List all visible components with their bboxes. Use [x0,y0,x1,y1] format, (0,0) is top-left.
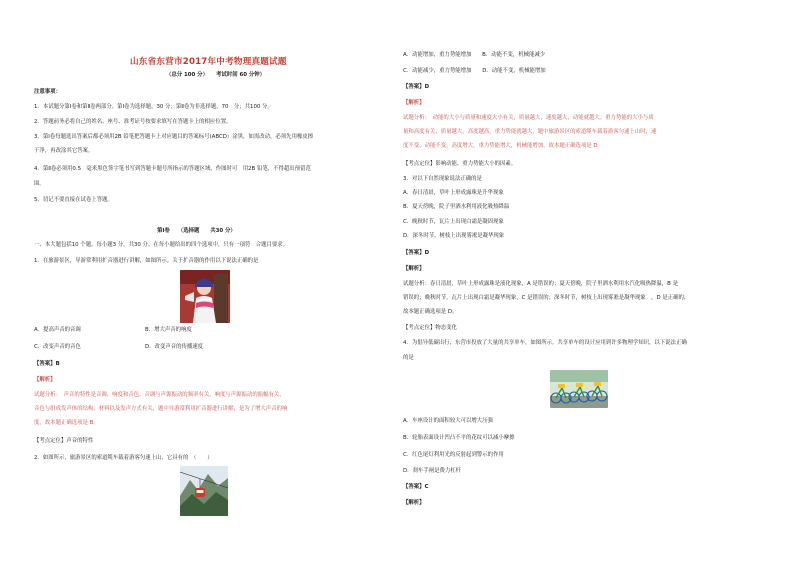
q2-answer: 【答案】D [403,84,430,90]
section-heading: 第Ⅰ卷 （选择题 共30 分） [157,228,236,234]
q1-analysis-label: 【解析】 [34,377,56,383]
note-item: 2．答题前务必将自己的姓名、座号、准考证号按要求填写在答题卡上的相应位置。 [34,119,232,125]
q1-option-b: B．增大声音的响度 [145,327,192,333]
note-item: 围。 [34,181,45,187]
q2-stem: 2．如图所示，旅游景区的索道缆车载着游客匀速上山，它具有的 （ ） [34,455,213,461]
q2-analysis-line: 度不变，动能不变，高度增大，重力势能增大，机械能增加，故本题正确选项是 D。 [403,143,603,149]
q1-tour-guide-photo [180,270,230,323]
q1-point: 【考点定位】声音的特性 [34,438,94,444]
q1-option-d: D．改变声音的传播速度 [145,344,204,350]
q1-stem: 1．在旅游景区，导游常利用扩音器进行讲解，如图所示。关于扩音器的作用以下说法正确的是 [34,258,259,264]
q4-stem-line: 4．为倡导低碳出行，东营市投放了大量的共享单车，如图所示。共享单车的设计应用到许多物理学知识，以下说法正确 [403,340,687,346]
exam-subtitle: （总分 100 分） 考试时间 60 分钟） [166,72,266,78]
section-instruction: 一、本大题包括10 个题，每小题3 分，共30 分。在每小题给出的四个选项中，只有一项符 合题目要求。 [34,242,289,248]
q3-option-c: C．晚秋时节，瓦片上出现白霜是凝固现象 [403,219,504,225]
q2-cable-car-photo [180,466,228,516]
notes-heading: 注意事项： [34,89,61,95]
q2-analysis-line: 试题分析： 动能的大小与质量和速度大小有关，质量越大，速度越大，动能就越大；重力势能的大小与质 [403,115,654,121]
q2-options-cd: C．动能减少，重力势能增加 D．动能不变，机械能增加 [403,68,546,74]
q3-option-a: A．春日清晨，草叶上形成露珠是升华现象 [403,190,504,196]
q4-stem-line: 的是 [403,355,414,361]
right-column [397,0,794,562]
q3-analysis-line: 错误的；晚秋时节，瓦片上出现白霜是凝华现象，C 是错误的；深冬时节，树枝上出现雾凇是凝华现象 ，D 是正确的， [403,295,690,301]
q1-option-a: A．提高声音的音调 [34,327,81,333]
q4-option-a: A．车座设计的面积较大可以增大压强 [403,418,493,424]
q3-analysis-line: 试题分析：春日清晨，草叶上形成露珠是液化现象，A 是错误的；夏天傍晚，院子里洒水利用水汽化吸热降温，B 是 [403,281,678,287]
q3-option-b: B．夏天傍晚，院子里洒水利用液化吸热降温 [403,204,510,210]
q4-option-c: C．红色尾灯利用光的反射起到警示的作用 [403,452,504,458]
q1-analysis-line: 音色与组成发声体的结构、材料以及发声方式有关，题中导游常利用扩音器进行讲解，是为了增大声音的响 [34,406,288,412]
note-item: 3．第Ⅰ卷每题选出答案后都必须用2B 铅笔把答题卡上对应题目的答案标号(ABCD）涂黑，如需改动，必须先用橡皮擦 [34,134,314,140]
q2-analysis-label: 【解析】 [403,100,425,106]
q3-option-d: D．深冬时节，树枝上出现雾凇是凝华现象 [403,233,505,239]
q4-answer: 【答案】C [403,484,429,490]
q3-stem: 3．对以下自然现象说法正确的是 [403,176,482,182]
q1-analysis-line: 试题分析： 声音的特性是音调、响度和音色，音调与声源振动的频率有关，响度与声源振动的振幅有关， [34,392,285,398]
cable-car-illustration-icon [180,466,228,516]
q4-analysis-label: 【解析】 [403,500,425,506]
q2-point: 【考点定位】影响动能、重力势能大小的因素。 [403,161,517,167]
q1-answer: 【答案】B [34,361,60,367]
q4-option-d: D．刹车手闸是费力杠杆 [403,468,462,474]
q3-point: 【考点定位】物态变化 [403,325,457,331]
tour-guide-illustration-icon [180,270,230,323]
q4-option-b: B．轮胎表面设计凹凸不平的花纹可以减小摩擦 [403,435,515,441]
q2-analysis-line: 量和高度有关，质量越大，高度越高，重力势能就越大，题中旅游景区的索道缆车载着游客匀速上山时，速 [403,129,657,135]
exam-title: 山东省东营市2017年中考物理真题试题 [130,57,287,67]
q1-option-c: C．改变声音的音色 [34,344,81,350]
note-item: 4．第Ⅱ卷必须用0.5 毫米黑色签字笔书写到答题卡题号所指示的答题区域，作图时可 用2B 铅笔，不得超出预留范 [34,166,311,172]
q3-analysis-label: 【解析】 [403,266,425,272]
shared-bikes-illustration-icon [550,370,608,408]
q1-analysis-line: 度，故本题正确选项是 B。 [34,420,99,426]
q3-answer: 【答案】D [403,250,430,256]
q4-shared-bikes-photo [550,370,608,408]
q2-options-ab: A．动能增加，重力势能增加 B．动能不变，机械能减少 [403,52,546,58]
note-item: 5．切记不要直接在试卷上答题。 [34,197,113,203]
note-item: 1．本试题分第Ⅰ卷和第Ⅱ卷两部分。第Ⅰ卷为选择题，30 分；第Ⅱ卷为非选择题，70 分；共100 分。 [34,104,273,110]
q3-analysis-line: 故本题正确选项是 D。 [403,309,458,315]
note-item: 干净，再改涂其它答案。 [34,148,94,154]
